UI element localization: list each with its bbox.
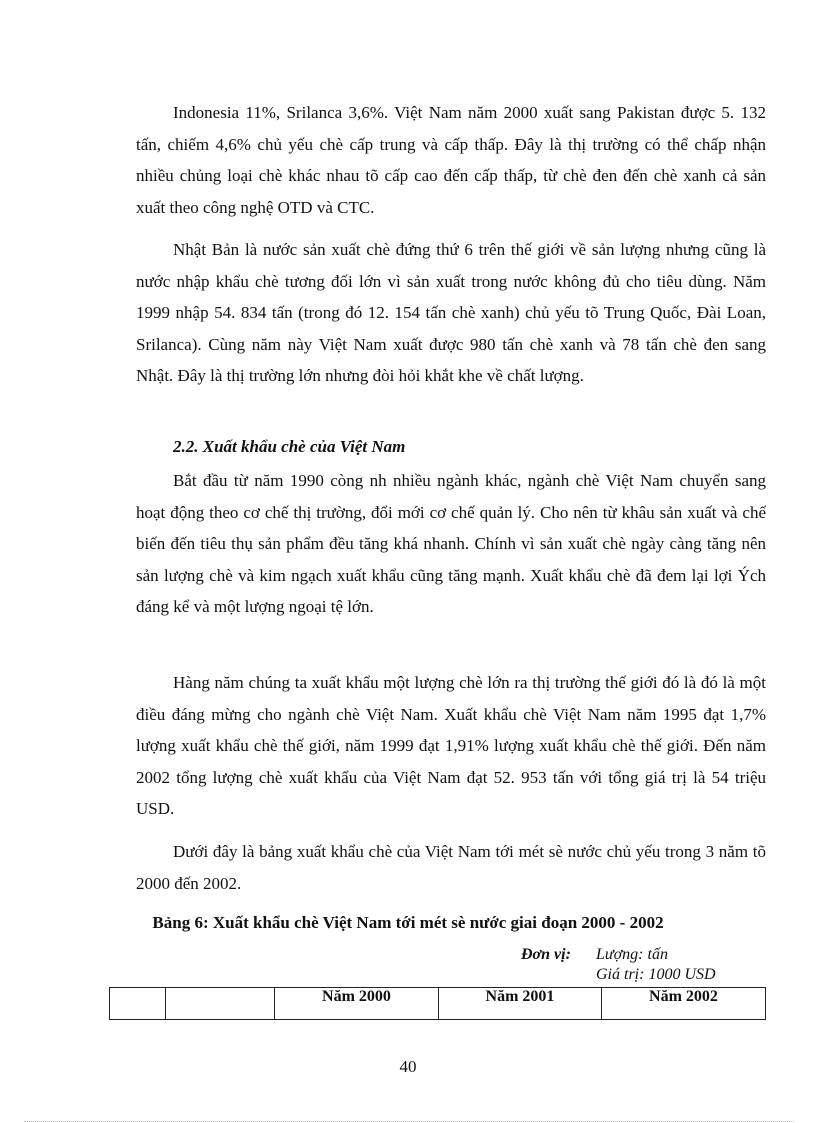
paragraph-japan-market: Nhật Bản là nước sản xuất chè đứng thứ 6 trên thế giới về sản lượng nhưng cũng là nước nhập khẩu chè tương đối lớn vì sản xuất trong nước không đủ cho tiêu dùng. Năm 1999 nhập 54. 834 tấn (trong đó 12. 154 tấn chè xanh) chủ yếu tõ Trung Quốc, Đài Loan, Srilanca). Cùng năm này Việt Nam xuất được 980 tấn chè xanh và 78 tấn chè đen sang Nhật. Đây là thị trường lớn nhưng đòi hỏi khắt khe về chất lượng. [136,240,766,385]
paragraph-pakistan-market: Indonesia 11%, Srilanca 3,6%. Việt Nam năm 2000 xuất sang Pakistan được 5. 132 tấn, chiếm 4,6% chủ yếu chè cấp trung và cấp thấp. Đây là thị trường có thể chấp nhận nhiều chủng loại chè khác nhau tõ cấp cao đến cấp thấp, từ chè đen đến chè xanh cả sản xuất theo công nghệ OTD và CTC. [136,103,766,217]
table-header-year-2002: Năm 2002 [602,988,766,1020]
unit-value: Giá trị: 1000 USD [596,966,716,983]
table-header-year-2000: Năm 2000 [275,988,439,1020]
table-header-cell [166,988,275,1020]
export-table [109,987,766,1020]
page-number: 40 [399,1057,417,1076]
unit-label: Đơn vị: [521,946,571,963]
table-header-year-2001: Năm 2001 [439,988,602,1020]
table-title: Bảng 6: Xuất khẩu chè Việt Nam tới mét sè nước giai đoạn 2000 - 2002 [152,913,664,932]
table-header-cell [110,988,166,1020]
paragraph-export-share: Hàng năm chúng ta xuất khẩu một lượng chè lớn ra thị trường thế giới đó là đó là một điều đáng mừng cho ngành chè Việt Nam. Xuất khẩu chè Việt Nam năm 1995 đạt 1,7% lượng xuất khẩu chè thế giới, năm 1999 đạt 1,91% lượng xuất khẩu chè thế giới. Đến năm 2002 tổng lượng chè xuất khẩu của Việt Nam đạt 52. 953 tấn với tổng giá trị là 54 triệu USD. [136,673,766,818]
unit-quantity: Lượng: tấn [596,946,668,963]
page-bottom-divider [24,1121,794,1122]
table-header-row [110,988,766,1020]
section-heading: 2.2. Xuất khẩu chè của Việt Nam [173,437,406,456]
paragraph-table-intro: Dưới đây là bảng xuất khẩu chè của Việt Nam tới mét sè nước chủ yếu trong 3 năm tõ 2000 đến 2002. [136,842,766,893]
paragraph-industry-growth: Bắt đầu từ năm 1990 còng nh nhiều ngành khác, ngành chè Việt Nam chuyển sang hoạt động theo cơ chế thị trường, đổi mới cơ chế quản lý. Cho nên từ khâu sản xuất và chế biến đến tiêu thụ sản phẩm đều tăng khá nhanh. Chính vì sản xuất chè ngày càng tăng nên sản lượng chè và kim ngạch xuất khẩu cũng tăng mạnh. Xuất khẩu chè đã đem lại lợi Ých đáng kể và một lượng ngoại tệ lớn. [136,471,766,616]
